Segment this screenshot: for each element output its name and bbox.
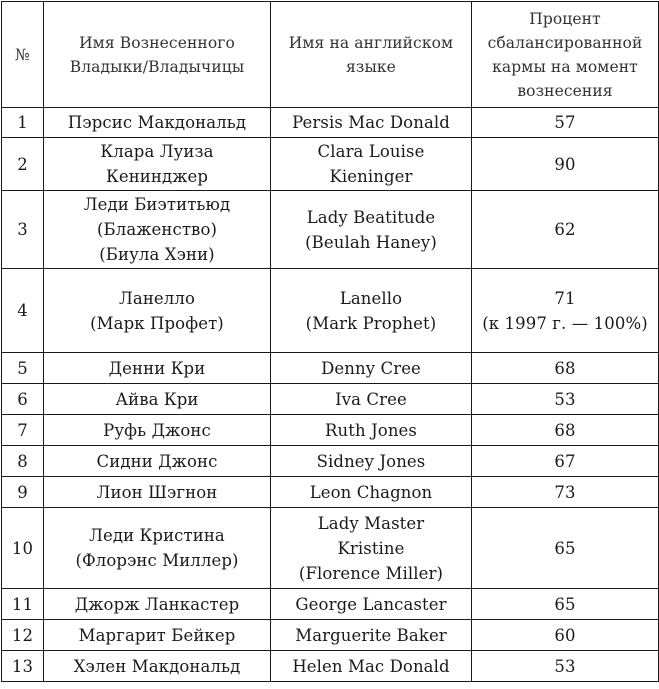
karma-percent-cell-line: 68 [554,420,576,440]
row-number-cell: 10 [2,508,44,589]
name-en-cell-line: Kieninger [329,167,413,186]
table-row [2,589,659,620]
table-row [2,108,659,138]
header-name-en-line: языке [346,57,396,76]
karma-percent-cell-line: 73 [554,482,576,502]
karma-percent-cell [472,589,659,620]
karma-percent-cell-line: 65 [554,538,576,558]
name-ru-cell [44,108,271,138]
name-en-cell-line: Leon Chagnon [309,482,433,502]
row-number-cell: 8 [2,446,44,477]
name-en-cell [271,269,472,353]
name-en-cell [271,589,472,620]
header-number: № [2,2,44,108]
table-row [2,269,659,353]
name-en-cell-line: Iva Cree [335,389,407,409]
table-row [2,415,659,446]
row-number-cell: 2 [2,138,44,191]
name-ru-cell [44,446,271,477]
name-en-cell [271,138,472,191]
name-ru-cell-line: (Блаженство) [96,220,218,239]
name-ru-cell-line: Айва Кри [115,389,199,409]
header-karma-line: кармы на момент [492,57,638,76]
row-number-cell: 7 [2,415,44,446]
name-ru-cell-line: Лион Шэгнон [96,482,218,502]
header-karma-line: сбалансированной [487,33,643,52]
name-ru-cell-line: Джорж Ланкастер [74,594,240,614]
name-en-cell-line: (Beulah Haney) [305,232,437,252]
name-en-cell-line: Marguerite Baker [295,625,447,645]
header-name-en-line: Имя на английском [288,33,454,52]
row-number-cell: 3 [2,191,44,269]
name-ru-cell [44,589,271,620]
name-ru-cell-line: Ланелло [119,288,195,308]
karma-percent-cell-line: 53 [554,656,576,676]
name-ru-cell-line: (Биула Хэни) [99,245,215,264]
karma-percent-cell-line: 53 [554,389,576,409]
karma-percent-cell [472,446,659,477]
row-number-cell: 4 [2,269,44,353]
karma-percent-cell-line: 68 [554,358,576,378]
name-ru-cell [44,384,271,415]
karma-percent-cell [472,269,659,353]
row-number-cell: 1 [2,108,44,138]
header-name-ru-line: Имя Вознесенного [79,33,235,52]
table-row [2,138,659,191]
name-en-cell-line: Lady Beatitude [306,207,436,227]
row-number-cell: 12 [2,620,44,651]
name-ru-cell-line: Руфь Джонс [103,420,211,440]
name-en-cell-line: (Florence Miller) [298,563,444,583]
karma-percent-cell-line: 65 [554,594,576,614]
name-en-cell-line: Persis Mac Donald [292,113,450,132]
name-ru-cell [44,353,271,384]
header-name-ru-line: Владыки/Владычицы [69,57,245,76]
name-ru-cell [44,269,271,353]
karma-percent-cell-line: 71 [554,288,576,308]
name-en-cell-line: Denny Cree [321,358,421,378]
row-number-cell: 9 [2,477,44,508]
karma-percent-cell [472,508,659,589]
name-en-cell-line: Lady Master [317,513,425,533]
name-ru-cell [44,651,271,682]
name-ru-cell-line: Клара Луиза [100,142,214,161]
ascended-masters-karma-table [1,1,659,682]
name-ru-cell-line: Пэрсис Макдональд [67,113,247,132]
name-ru-cell-line: Маргарит Бейкер [78,625,236,645]
karma-percent-cell [472,191,659,269]
name-en-cell-line: Clara Louise [317,142,425,161]
table-body [2,108,659,682]
row-number-cell: 11 [2,589,44,620]
karma-percent-cell-line: 57 [554,113,576,132]
name-ru-cell [44,620,271,651]
name-en-cell [271,446,472,477]
name-ru-cell-line: Денни Кри [108,358,206,378]
name-en-cell-line: Helen Mac Donald [292,656,450,676]
name-en-cell-line: (Mark Prophet) [305,313,437,333]
karma-percent-cell-line: 62 [554,220,576,239]
name-ru-cell [44,138,271,191]
name-en-cell [271,620,472,651]
table-row [2,477,659,508]
name-ru-cell [44,508,271,589]
karma-percent-cell [472,651,659,682]
name-en-cell-line: Ruth Jones [325,420,417,440]
name-en-cell-line: Lanello [339,288,403,308]
name-en-cell [271,353,472,384]
name-en-cell [271,415,472,446]
name-ru-cell-line: Леди Биэтитьюд [83,195,231,214]
name-ru-cell-line: (Флорэнс Миллер) [75,551,239,570]
karma-percent-cell [472,477,659,508]
table-row [2,353,659,384]
name-en-cell [271,108,472,138]
table-row [2,620,659,651]
header-karma-percent [472,2,659,108]
karma-percent-cell-line: 60 [554,625,576,645]
name-en-cell [271,508,472,589]
name-en-cell-line: Sidney Jones [316,451,426,471]
karma-percent-cell [472,415,659,446]
karma-percent-cell [472,138,659,191]
table-row [2,651,659,682]
name-ru-cell-line: Леди Кристина [89,526,225,545]
name-en-cell [271,477,472,508]
header-name-en [271,2,472,108]
name-ru-cell [44,477,271,508]
row-number-cell: 13 [2,651,44,682]
header-karma-line: вознесения [517,81,613,100]
karma-percent-cell [472,108,659,138]
name-ru-cell-line: Сидни Джонс [96,451,218,471]
name-en-cell-line: Kristine [337,538,405,558]
name-ru-cell [44,415,271,446]
name-en-cell [271,384,472,415]
table-header-row [2,2,659,108]
name-ru-cell-line: Кенинджер [105,167,209,186]
name-en-cell [271,191,472,269]
karma-percent-cell-line: 67 [554,451,576,471]
name-ru-cell [44,191,271,269]
table-row [2,384,659,415]
name-ru-cell-line: Хэлен Макдональд [73,656,241,676]
header-name-ru [44,2,271,108]
table-row [2,508,659,589]
row-number-cell: 5 [2,353,44,384]
name-en-cell [271,651,472,682]
karma-percent-cell [472,384,659,415]
name-ru-cell-line: (Марк Профет) [90,313,224,333]
karma-percent-cell-line: 90 [554,154,576,174]
karma-percent-cell [472,620,659,651]
table-row [2,191,659,269]
karma-percent-cell [472,353,659,384]
header-karma-line: Процент [529,9,601,28]
table-row [2,446,659,477]
karma-percent-cell-line: (к 1997 г. — 100%) [482,313,648,333]
row-number-cell: 6 [2,384,44,415]
name-en-cell-line: George Lancaster [295,594,447,614]
